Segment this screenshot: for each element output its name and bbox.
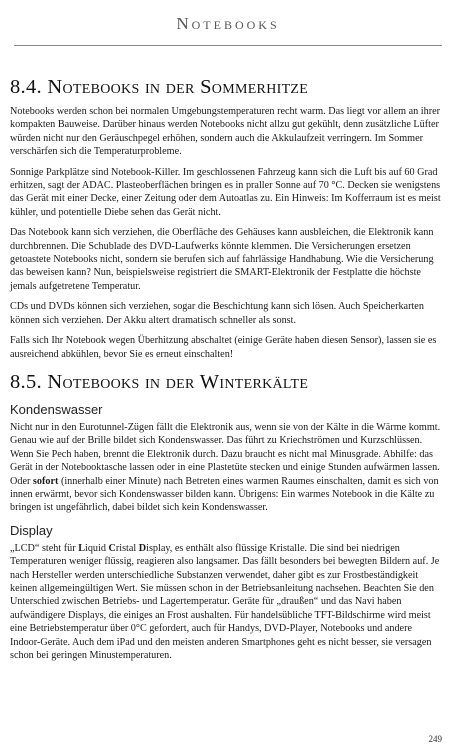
emphasis-text: sofort (32, 475, 59, 487)
header-rule (14, 45, 442, 46)
paragraph: Notebooks werden schon bei normalen Umgebungstemperaturen recht warm. Das liegt vor allem an ihrer kompakten Bauweise. Darüber hinaus werden Notebooks nicht allzu gut gekühlt, denn zusätzliche Lüfter würden nicht nur den Geräuschpegel erhöhen, sondern auch die Akkulaufzeit verringern. Im Sommer verschärfen sich die Temperaturprobleme. (10, 106, 440, 158)
page-number: 249 (428, 734, 442, 744)
paragraph: CDs und DVDs können sich verziehen, sogar die Beschichtung kann sich lösen. Auch Speicherkarten können sich verziehen. Der Akku altert dramatisch schneller als sonst. (10, 301, 424, 326)
paragraph: Das Notebook kann sich verziehen, die Oberfläche des Gehäuses kann ausbleichen, die Elektronik kann durchbrennen. Die Schublade des DVD-Laufwerks könnte klemmen. Die Versicherungen ersetzen getoastete Notebooks nicht, sondern sie berufen sich auf fahrlässige Handhabung. Wie die Versicherung das beweisen kann? Nun, beispielsweise registriert die SMART-Elektronik der Festplatte die höchste jemals aufgetretene Temperatur. (10, 227, 434, 292)
subsection-heading-kondenswasser: Kondenswasser (10, 401, 103, 417)
text-run: Nicht nur in den Eurotunnel-Zügen fällt die Elektronik aus, wenn sie von der Kälte in die Wärme kommt. Genau wie auf der Brille bildet sich Kondenswasser. Das führt zu Kriechströmen und Kurzschlüssen. Wenn Sie Pech haben, brennt die Elektronik durch. Dazu braucht es nicht mal Minusgrade. Abhilfe: das Gerät in der Notebooktasche lassen oder in eine Plastetüte stecken und einige Stunden aufwärmen lassen. Oder (10, 421, 441, 487)
section-heading-8-4: 8.4. Notebooks in der Sommerhitze (10, 76, 309, 98)
section-heading-8-5: 8.5. Notebooks in der Winterkälte (10, 370, 309, 393)
paragraph (10, 542, 444, 663)
running-title: Notebooks (176, 14, 280, 33)
emphasis-letter: L (78, 542, 85, 554)
paragraph: Falls sich Ihr Notebook wegen Überhitzung abschaltet (einige Geräte haben diesen Sensor), lassen sie es ausreichend abkühlen, bevor Sie es erneut einschalten! (10, 335, 437, 360)
text-run: (innerhalb einer Minute) nach Betreten eines warmen Raumes einschalten, damit es sich von innen erwärmt, bevor sich Kondenswasser bilden kann. Übrigens: Ein warmes Notebook in die Kälte zu bringen ist ungefährlich, dabei bildet sich kein Kondenswasser. (10, 475, 439, 514)
emphasis-letter: C (108, 542, 116, 554)
paragraph (10, 421, 444, 515)
paragraph: Sonnige Parkplätze sind Notebook-Killer. Im geschlossenen Fahrzeug kann sich die Luft bis auf 60 Grad erhitzen, sagt der ADAC. Plasteoberflächen bringen es in praller Sonne auf 70 °C. Decken sie wenigstens das Gerät mit einer Decke, einer Zeitung oder dem Autoatlas zu. Ein Hinweis: Im Kofferraum ist es meist kühler, und potentielle Diebe sehen das Gerät nicht. (10, 166, 441, 218)
page-header (0, 0, 456, 58)
text-run: iquid (84, 542, 109, 554)
subsection-heading-display: Display (10, 522, 53, 538)
text-run: ristal (115, 542, 139, 554)
emphasis-letter: D (138, 542, 147, 554)
page-content (10, 62, 444, 669)
text-run: isplay, es enthält also flüssige Kristalle. Die sind bei niedrigen Temperaturen weniger flüssig, reagieren also langsamer. Das fällt besonders bei bewegten Bildern auf. Je nach Hersteller werden unterschiedliche Substanzen verwendet, daher gibt es zur Frostbeständigkeit keinen allgemeingültigen Wert. Sie müssen schon in der Betriebsanleitung nachsehen. Beachten Sie den Unterschied zwischen Betriebs- und Lagertemperatur. Geräte für „draußen“ und das Navi haben aufwändigere Displays, die einiges an Frost aushalten. Für handelsübliche TFT-Bildschirme wird meist eine Betriebstemperatur über 0°C gefordert, auch für Handys, DVD-Player, Notebooks und andere Indoor-Geräte. Auch dem iPad und den meisten anderen Smartphones geht es nicht besser, sie versagen schon bei geringen Minustemperaturen. (10, 542, 440, 661)
text-run: „LCD“ steht für (10, 542, 79, 554)
